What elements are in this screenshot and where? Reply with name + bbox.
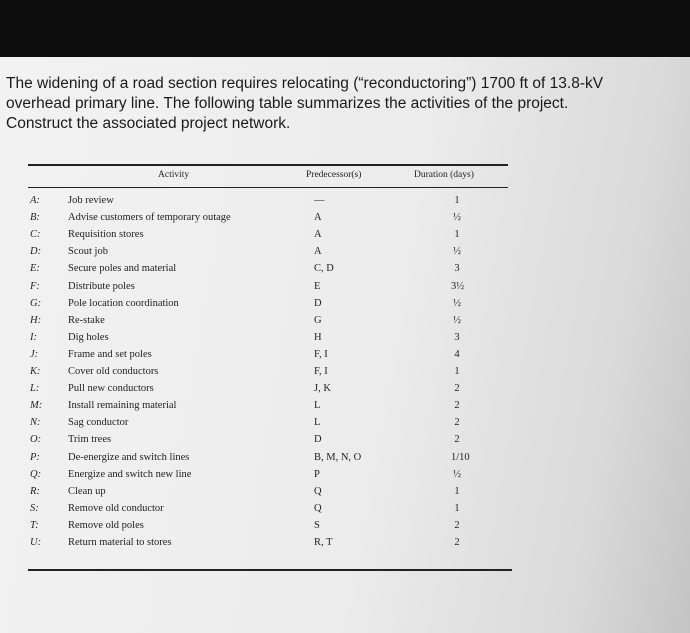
activity-predecessors: A (314, 212, 322, 224)
activity-duration: 4 (454, 348, 460, 360)
table-row (0, 366, 690, 381)
activity-id: P: (30, 451, 40, 463)
table-row (0, 281, 690, 296)
activity-id: Q: (30, 468, 42, 480)
activity-duration: ½ (453, 212, 461, 224)
problem-line-2: overhead primary line. The following table summarizes the activities of the project. (6, 95, 569, 112)
activity-id: H: (30, 314, 42, 326)
activity-predecessors: — (314, 195, 325, 206)
activity-id: L: (30, 383, 40, 395)
activity-predecessors: J, K (314, 383, 331, 395)
activity-duration: 1 (454, 229, 460, 241)
activity-id: A: (30, 195, 40, 206)
activity-predecessors: D (314, 434, 322, 446)
activity-duration: ½ (453, 314, 461, 326)
activity-name: Pole location coordination (68, 297, 179, 309)
activity-duration: 2 (454, 537, 460, 548)
activity-duration: 1 (454, 502, 460, 514)
activity-name: Re-stake (68, 314, 105, 326)
activity-id: T: (30, 519, 39, 531)
activity-predecessors: F, I (314, 366, 328, 377)
table-row (0, 349, 690, 364)
table-row (0, 212, 690, 227)
activity-predecessors: L (314, 400, 321, 412)
activity-duration: ½ (453, 246, 461, 258)
table-bottom-rule (28, 569, 512, 571)
activity-name: Cover old conductors (68, 366, 159, 377)
activity-predecessors: F, I (314, 348, 328, 360)
activity-id: M: (30, 400, 43, 412)
activity-predecessors: P (314, 468, 320, 480)
activity-predecessors: E (314, 280, 321, 292)
activity-id: N: (30, 417, 41, 429)
activity-predecessors: C, D (314, 263, 334, 275)
activity-name: Energize and switch new line (68, 468, 192, 480)
activity-duration: 3 (454, 263, 460, 275)
activity-predecessors: D (314, 297, 322, 309)
activity-predecessors: A (314, 246, 322, 258)
activity-duration: 1 (454, 366, 460, 377)
activity-duration: 1 (454, 195, 460, 206)
activity-name: Remove old poles (68, 519, 144, 531)
activity-name: Job review (68, 195, 114, 206)
activity-duration: 2 (454, 400, 460, 412)
activity-predecessors: S (314, 519, 320, 531)
activity-predecessors: R, T (314, 537, 333, 548)
activity-id: U: (30, 537, 42, 548)
header-predecessors: Predecessor(s) (306, 170, 362, 180)
table-header-rule (28, 187, 508, 188)
textbook-page (0, 57, 690, 633)
table-row (0, 246, 690, 261)
activity-duration: ½ (453, 468, 461, 480)
activity-name: Advise customers of temporary outage (68, 212, 231, 224)
activity-name: Install remaining material (68, 400, 177, 412)
header-duration: Duration (days) (414, 170, 474, 180)
table-row (0, 229, 690, 244)
table-top-rule (28, 164, 508, 166)
activity-name: Dig holes (68, 331, 109, 343)
activity-duration: 3 (454, 331, 460, 343)
activity-duration: 2 (454, 417, 460, 429)
activity-id: K: (30, 366, 41, 377)
activity-id: F: (30, 280, 40, 292)
activity-name: Remove old conductor (68, 502, 164, 514)
header-activity: Activity (158, 170, 190, 180)
activity-id: D: (30, 246, 42, 258)
table-row (0, 537, 690, 552)
table-row (0, 503, 690, 518)
activity-name: Pull new conductors (68, 383, 154, 395)
activity-predecessors: Q (314, 502, 322, 514)
table-row (0, 383, 690, 398)
table-row (0, 452, 690, 467)
activity-duration: 3½ (451, 280, 465, 292)
activity-duration: ½ (453, 297, 461, 309)
activity-duration: 2 (454, 519, 460, 531)
activity-id: R: (30, 485, 40, 497)
activity-predecessors: B, M, N, O (314, 451, 362, 463)
activity-name: Distribute poles (68, 280, 135, 292)
activity-id: S: (30, 502, 39, 514)
problem-line-3: Construct the associated project network. (6, 115, 291, 132)
activity-id: I: (30, 331, 37, 343)
activity-duration: 1/10 (451, 451, 470, 463)
activity-predecessors: A (314, 229, 322, 241)
activity-predecessors: L (314, 417, 321, 429)
problem-line-1: The widening of a road section requires relocating (“reconductoring”) 1700 ft of 13.8-kV (6, 75, 604, 92)
table-row (0, 400, 690, 415)
activity-id: G: (30, 297, 42, 309)
activity-name: Clean up (68, 485, 106, 497)
table-row (0, 520, 690, 535)
activity-duration: 2 (454, 383, 460, 395)
activity-name: Requisition stores (68, 229, 144, 241)
table-row (0, 263, 690, 278)
activity-id: O: (30, 434, 42, 446)
activity-predecessors: H (314, 331, 322, 343)
table-row (0, 195, 690, 210)
problem-statement (6, 74, 690, 134)
activity-name: Trim trees (68, 434, 112, 446)
table-row (0, 486, 690, 501)
activity-name: Return material to stores (68, 537, 172, 548)
activity-duration: 2 (454, 434, 460, 446)
table-row (0, 315, 690, 330)
activity-predecessors: Q (314, 485, 322, 497)
table-row (0, 298, 690, 313)
activity-name: Frame and set poles (68, 348, 152, 360)
activity-name: Sag conductor (68, 417, 129, 429)
table-row (0, 417, 690, 432)
activity-id: E: (30, 263, 40, 275)
activity-id: B: (30, 212, 40, 224)
table-row (0, 469, 690, 484)
activity-predecessors: G (314, 314, 322, 326)
activity-id: C: (30, 229, 41, 241)
table-row (0, 434, 690, 449)
table-row (0, 332, 690, 347)
activity-duration: 1 (454, 485, 460, 497)
activity-name: De-energize and switch lines (68, 451, 190, 463)
activity-name: Secure poles and material (68, 263, 177, 275)
activity-id: J: (30, 348, 39, 360)
activity-name: Scout job (68, 246, 108, 258)
